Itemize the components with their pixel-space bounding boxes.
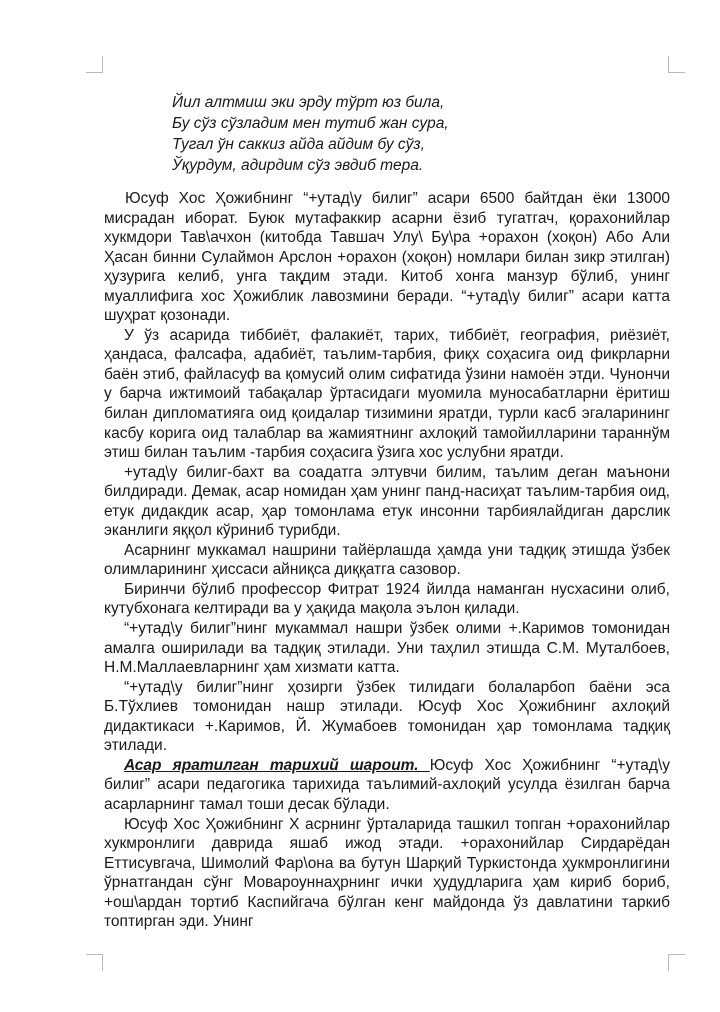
- section-heading: Асар яратилган тарихий шароит.: [124, 756, 430, 774]
- poem-line: Ўқурдум, адирдим сўз эвдиб тера.: [172, 157, 424, 174]
- crop-mark-bottom-right: [668, 954, 685, 971]
- poem-line: Тугал ўн саккиз айда айдим бу сўз,: [172, 136, 425, 153]
- paragraph-text: Юсуф Хос Ҳожибнинг “+утад\у билиг” асари педагогика тарихида таълимий-ахлоқий усулда ёзилган барча асарларнинг тамал тоши десак бўлади.: [104, 756, 670, 813]
- paragraph: “+утад\у билиг”нинг мукаммал нашри ўзбек олими +.Каримов томонидан амалга оширилади ва тадқиқ этилади. Уни таҳлил этишда С.М. Муталбоев, Н.М.Маллаевларнинг ҳам хизмати катта.: [104, 620, 670, 677]
- crop-mark-top-right: [668, 56, 685, 73]
- paragraph: Юсуф Хос Ҳожибнинг “+утад\у билиг” асари 6500 байтдан ёки 13000 мисрадан иборат. Буюк мутафаккир асарни ёзиб тугатгач, қорахонийлар хукмдори Тав\ачхон (китобда Тавшач Улу\ Бу\ра +орахон (хоқон) Або Али Ҳасан бинни Сулаймон Арслон +орахон (хоқон) номлари билан зикр этилган) ҳузурига келиб, унга тақдим этади. Китоб хонга манзур бўлиб, унинг муаллифига хос Ҳожиблик лавозмини беради. “+утад\у билиг” асари катта шуҳрат қозонади.: [104, 190, 670, 325]
- paragraph: Асарнинг муккамал нашрини тайёрлашда ҳамда уни тадқиқ этишда ўзбек олимларининг ҳиссаси айниқса диққатга сазовор.: [104, 541, 670, 579]
- paragraph: Биринчи бўлиб профессор Фитрат 1924 йилда наманган нусхасини олиб, кутубхонага келтиради ва у ҳақида мақола эълон қилади.: [104, 580, 670, 618]
- poem-line: Бу сўз сўзладим мен тутиб жан сура,: [172, 115, 449, 132]
- paragraph: Юсуф Хос Ҳожибнинг X асрнинг ўрталарида ташкил топган +орахонийлар хукмронлиги даврида яшаб ижод этади. +орахонийлар Сирдарёдан Еттисувгача, Шимолий Фар\она ва бутун Шарқий Туркистонда ҳукмронлигини ўрнатгандан сўнг Мовароуннаҳрнинг ички ҳудудларига ҳам кириб бориб, +ош\ардан тортиб Каспийгача бўлган кенг майдонда ўз давлатини таркиб топтирган эди. Унинг: [104, 815, 670, 931]
- poem-line: Йил алтмиш эки эрду тўрт юз била,: [172, 94, 445, 111]
- body-text: [104, 189, 670, 932]
- crop-mark-top-left: [86, 56, 103, 73]
- poem-quatrain: [172, 92, 449, 176]
- crop-mark-bottom-left: [86, 954, 103, 971]
- paragraph: +утад\у билиг-бахт ва соадатга элтувчи билим, таълим деган маънони билдиради. Демак, асар номидан ҳам унинг панд-насиҳат таълим-тарбия оид, етук дидакдик асар, ҳар томонлама етук инсонни тарбиялайдиган дарслик эканлиги яққол кўриниб турибди.: [104, 463, 670, 540]
- paragraph: [104, 756, 670, 815]
- paragraph: У ўз асарида тиббиёт, фалакиёт, тарих, тиббиёт, география, риёзиёт, ҳандаса, фалсафа, адабиёт, таълим-тарбия, фиқх соҳасига оид фикрларни баён этиб, файласуф ва қомусий олим сифатида ўзини намоён этди. Чунончи у барча ижтимоий табақалар ўртасидаги муомила муносабатларни ёритиш билан дипломатияга оид қоидалар тизимини яратди, турли касб эгаларининг касбу корига оид талаблар ва жамиятнинг ахлоқий тамойилларини тараннўм этиш билан таълим -тарбия соҳасига ўзига хос услубни яратди.: [104, 326, 670, 462]
- paragraph: “+утад\у билиг”нинг ҳозирги ўзбек тилидаги болаларбоп баёни эса Б.Тўхлиев томонидан нашр этилади. Юсуф Хос Ҳожибнинг ахлоқий дидактикаси +.Каримов, Й. Жумабоев томонидан ҳар томонлама тадқиқ этилади.: [104, 678, 670, 755]
